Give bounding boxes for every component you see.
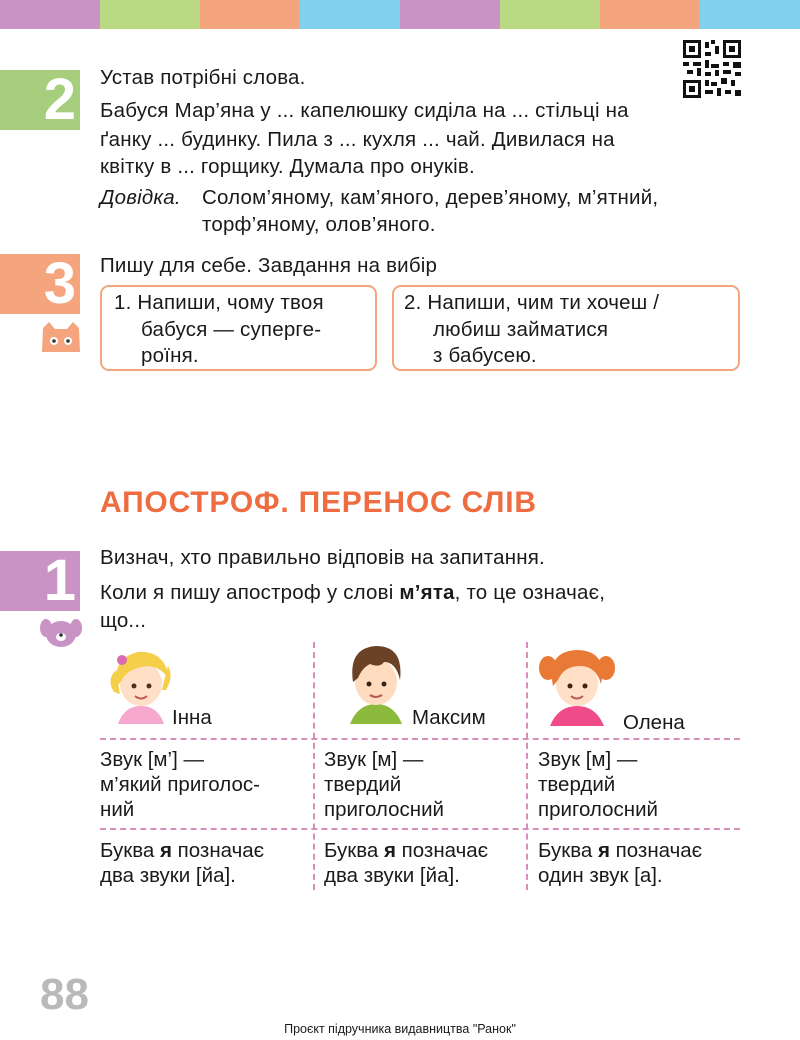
child-name: Максим	[412, 706, 486, 729]
top-color-bar	[0, 0, 800, 29]
task2-instruction: Устав потрібні слова.	[100, 66, 306, 89]
task2-text-line: квітку в ... горщику. Думала про онуків.	[100, 155, 475, 178]
task-number-tab: 2	[0, 70, 80, 130]
qr-code-icon[interactable]	[683, 40, 741, 98]
top-bar-segment	[600, 0, 700, 29]
choice-text-line: роїня.	[141, 344, 199, 367]
choice-box-2	[392, 285, 740, 371]
choice-text-line: 1. Напиши, чому твоя	[114, 291, 324, 314]
column-divider	[526, 642, 528, 890]
top-bar-segment	[200, 0, 300, 29]
top-bar-segment	[400, 0, 500, 29]
boy-brown-hair-icon	[340, 638, 412, 724]
top-bar-segment	[0, 0, 100, 29]
task1-question: Коли я пишу апостроф у слові м’ята, то це означає,	[100, 581, 606, 604]
choice-text-line: 2. Напиши, чим ти хочеш /	[404, 291, 660, 314]
task2-text-line: Бабуся Мар’яна у ... капелюшку сиділа на ... стільці на	[100, 99, 629, 122]
child-name: Інна	[172, 706, 212, 729]
task2-text-line: ґанку ... будинку. Пила з ... кухля ... чай. Дивилася на	[100, 128, 615, 151]
answer-cell: Звук [м] — твердий приголосний	[324, 748, 444, 821]
top-bar-segment	[300, 0, 400, 29]
choice-text-line: любиш займатися	[433, 318, 609, 341]
choice-text-line: з бабусею.	[433, 344, 537, 367]
answer-cell: Звук [м’] — м’який приголос- ний	[100, 748, 260, 821]
task-number-tab: 3	[0, 254, 80, 314]
task-number-tab: 1	[0, 551, 80, 611]
answer-cell: Буква я позначає два звуки [йа].	[324, 839, 489, 887]
page-number: 88	[40, 970, 89, 1019]
top-bar-segment	[100, 0, 200, 29]
task2-hint-label: Довідка.	[100, 186, 181, 209]
girl-yellow-hair-icon	[104, 640, 178, 724]
row-divider	[100, 738, 740, 740]
task3-instruction: Пишу для себе. Завдання на вибір	[100, 254, 438, 277]
answer-cell: Буква я позначає два звуки [йа].	[100, 839, 265, 887]
cat-icon	[40, 322, 82, 352]
task2-hint-line: торф’яному, олов’яного.	[202, 213, 436, 236]
answer-cell: Звук [м] — твердий приголосний	[538, 748, 658, 821]
dog-icon	[40, 616, 82, 648]
task1-question-line: що...	[100, 609, 147, 632]
row-divider	[100, 828, 740, 830]
section-title: АПОСТРОФ. ПЕРЕНОС СЛІВ	[100, 486, 537, 519]
choice-box-1	[100, 285, 377, 371]
answer-cell: Буква я позначає один звук [а].	[538, 839, 703, 887]
top-bar-segment	[500, 0, 600, 29]
top-bar-segment	[700, 0, 800, 29]
task2-hint-line: Солом’яному, кам’яного, дерев’яному, м’ятний,	[202, 186, 659, 209]
choice-text-line: бабуся — суперге-	[141, 318, 322, 341]
footer-text: Проєкт підручника видавництва "Ранок"	[284, 1022, 516, 1036]
task1-instruction: Визнач, хто правильно відповів на запитання.	[100, 546, 545, 569]
girl-red-hair-icon	[536, 638, 618, 726]
child-name: Олена	[623, 711, 685, 734]
column-divider	[313, 642, 315, 890]
